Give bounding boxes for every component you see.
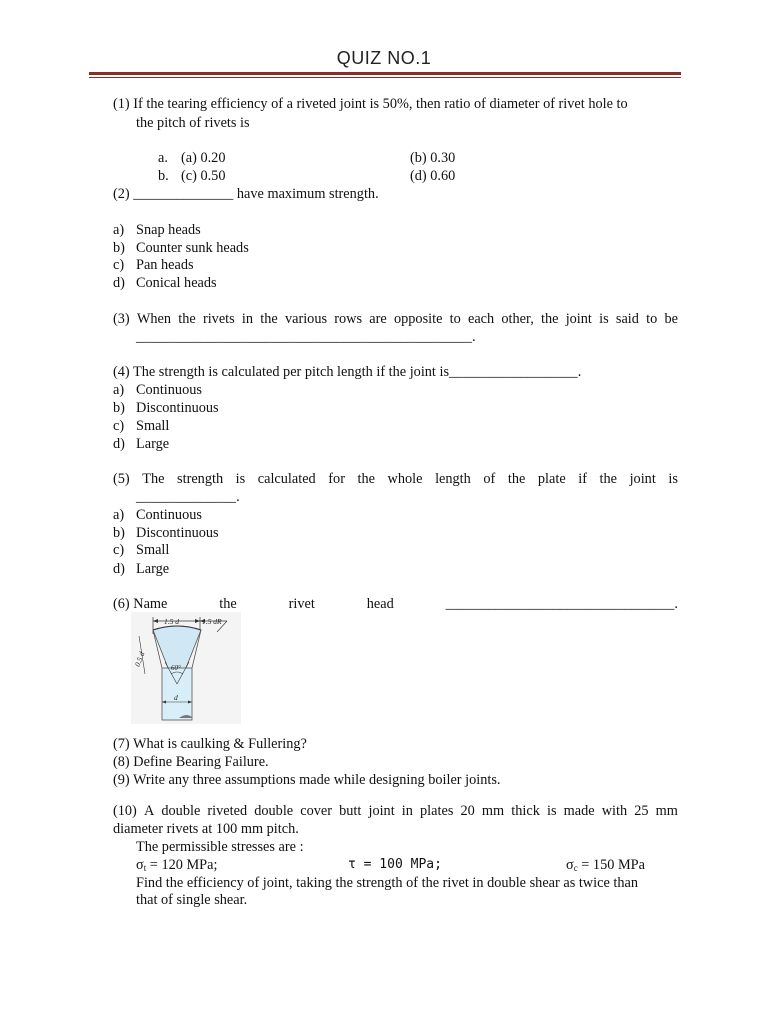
q9-text: (9) Write any three assumptions made while designing boiler joints. bbox=[113, 772, 501, 788]
dim-top-right-label: 1.5 dR bbox=[202, 617, 222, 626]
q1-option-b: (b) 0.30 bbox=[410, 150, 456, 166]
q8-text: (8) Define Bearing Failure. bbox=[113, 754, 269, 770]
q2-option: a) Snap heads bbox=[113, 222, 201, 238]
q1-option-a: (a) 0.20 bbox=[181, 150, 226, 166]
q5-option: a) Continuous bbox=[113, 507, 202, 523]
q2-option: d) Conical heads bbox=[113, 275, 217, 291]
q10-line3: The permissible stresses are : bbox=[136, 839, 304, 855]
dim-bottom-label: d bbox=[174, 693, 178, 702]
q10-line6: that of single shear. bbox=[136, 892, 248, 908]
q1-row2-marker: b. bbox=[158, 168, 169, 184]
q2-text: (2) ______________ have maximum strength. bbox=[113, 186, 379, 202]
q2-option: b) Counter sunk heads bbox=[113, 240, 249, 256]
title-rule-thick bbox=[89, 72, 681, 75]
q1-row1-marker: a. bbox=[158, 150, 168, 166]
q4-option: c) Small bbox=[113, 418, 170, 434]
q4-option: d) Large bbox=[113, 436, 170, 452]
q1-line2: the pitch of rivets is bbox=[136, 115, 250, 131]
page-title: QUIZ NO.1 bbox=[336, 48, 432, 68]
q7-text: (7) What is caulking & Fullering? bbox=[113, 736, 307, 752]
q5-answer-blank: ______________. bbox=[136, 489, 240, 505]
q3-answer-blank: _______________________________________________. bbox=[136, 329, 476, 345]
sigma-c-value: σc = 150 MPa bbox=[566, 857, 645, 873]
q6-line: (6) Name the rivet head ________________________________. bbox=[113, 596, 678, 612]
title-rule-thin bbox=[89, 77, 681, 78]
q4-text: (4) The strength is calculated per pitch length if the joint is__________________. bbox=[113, 364, 582, 380]
q3-line1: (3) When the rivets in the various rows are opposite to each other, the joint is said to be bbox=[113, 311, 678, 327]
q4-option: b) Discontinuous bbox=[113, 400, 219, 416]
q4-option: a) Continuous bbox=[113, 382, 202, 398]
q5-option: b) Discontinuous bbox=[113, 525, 219, 541]
q10-line2: diameter rivets at 100 mm pitch. bbox=[113, 821, 299, 837]
q1-option-c: (c) 0.50 bbox=[181, 168, 226, 184]
q10-line1: (10) A double riveted double cover butt joint in plates 20 mm thick is made with 25 mm bbox=[113, 803, 678, 819]
dim-side-label: 0.5 d bbox=[132, 650, 147, 668]
angle-label: 60° bbox=[171, 664, 181, 672]
tau-value: τ = 100 MPa; bbox=[348, 857, 442, 872]
sigma-t-value: σt = 120 MPa; bbox=[136, 857, 218, 873]
q5-option: c) Small bbox=[113, 542, 170, 558]
dim-top-left-label: 1.5 d bbox=[164, 617, 179, 626]
q1-option-d: (d) 0.60 bbox=[410, 168, 456, 184]
rivet-head-diagram bbox=[131, 612, 241, 724]
q1-line1: (1) If the tearing efficiency of a riveted joint is 50%, then ratio of diameter of rivet hole to bbox=[113, 96, 628, 112]
q5-line1: (5) The strength is calculated for the whole length of the plate if the joint is bbox=[113, 471, 678, 487]
q2-option: c) Pan heads bbox=[113, 257, 194, 273]
q10-line5: Find the efficiency of joint, taking the strength of the rivet in double shear as twice than bbox=[136, 875, 638, 891]
q5-option: d) Large bbox=[113, 561, 170, 577]
